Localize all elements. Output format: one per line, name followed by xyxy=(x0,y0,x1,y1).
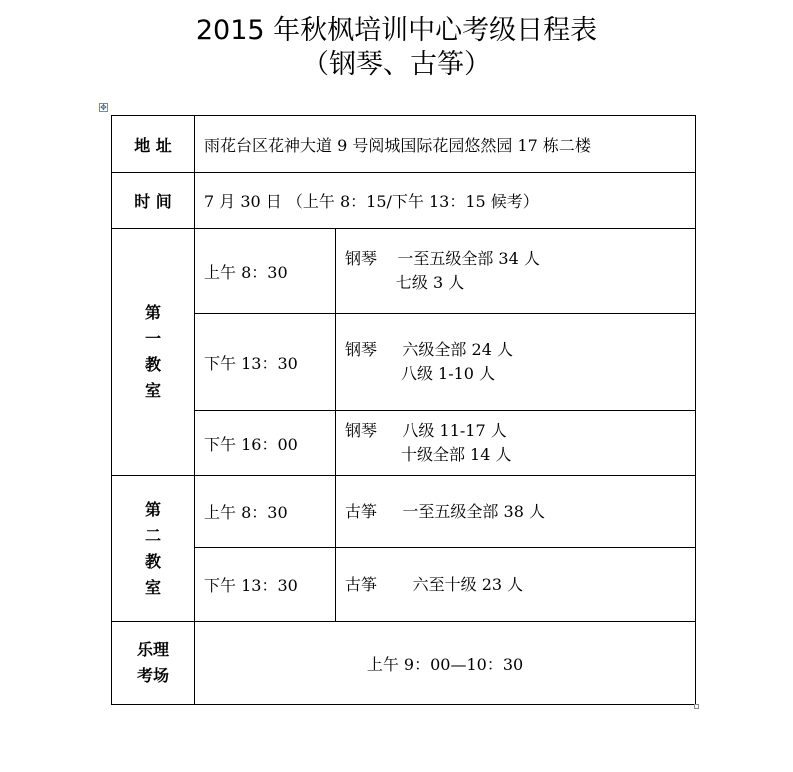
room1-label: 第 一 教 室 xyxy=(112,229,195,476)
time-label: 时 间 xyxy=(112,173,195,229)
table-row xyxy=(112,476,696,548)
address-label: 地 址 xyxy=(112,116,195,173)
theory-time: 上午 9：00—10：30 xyxy=(195,622,696,705)
room2-label: 第 二 教 室 xyxy=(112,476,195,622)
table-move-handle-icon[interactable]: ✥ xyxy=(100,103,107,112)
session-time: 下午 13：30 xyxy=(195,548,336,622)
session-detail: 钢琴 一至五级全部 34 人 七级 3 人 xyxy=(336,229,696,314)
address-value: 雨花台区花神大道 9 号阅城国际花园悠然园 17 栋二楼 xyxy=(195,116,696,173)
session-time: 上午 8：30 xyxy=(195,476,336,548)
session-time: 下午 16：00 xyxy=(195,411,336,476)
schedule-table xyxy=(111,115,696,705)
table-row xyxy=(112,314,696,411)
session-detail: 钢琴 八级 11-17 人 十级全部 14 人 xyxy=(336,411,696,476)
session-time: 下午 13：30 xyxy=(195,314,336,411)
table-row xyxy=(112,548,696,622)
table-row xyxy=(112,173,696,229)
theory-label: 乐理 考场 xyxy=(112,622,195,705)
table-row xyxy=(112,229,696,314)
page-subtitle: （钢琴、古筝） xyxy=(302,49,491,80)
session-time: 上午 8：30 xyxy=(195,229,336,314)
page-title: 2015 年秋枫培训中心考级日程表 xyxy=(195,15,598,46)
table-row xyxy=(112,622,696,705)
session-detail: 古筝 六至十级 23 人 xyxy=(336,548,696,622)
table-resize-handle-icon[interactable] xyxy=(694,704,699,709)
session-detail: 古筝 一至五级全部 38 人 xyxy=(336,476,696,548)
session-detail: 钢琴 六级全部 24 人 八级 1-10 人 xyxy=(336,314,696,411)
table-row xyxy=(112,116,696,173)
table-row xyxy=(112,411,696,476)
time-value: 7 月 30 日 （上午 8：15/下午 13：15 候考） xyxy=(195,173,696,229)
